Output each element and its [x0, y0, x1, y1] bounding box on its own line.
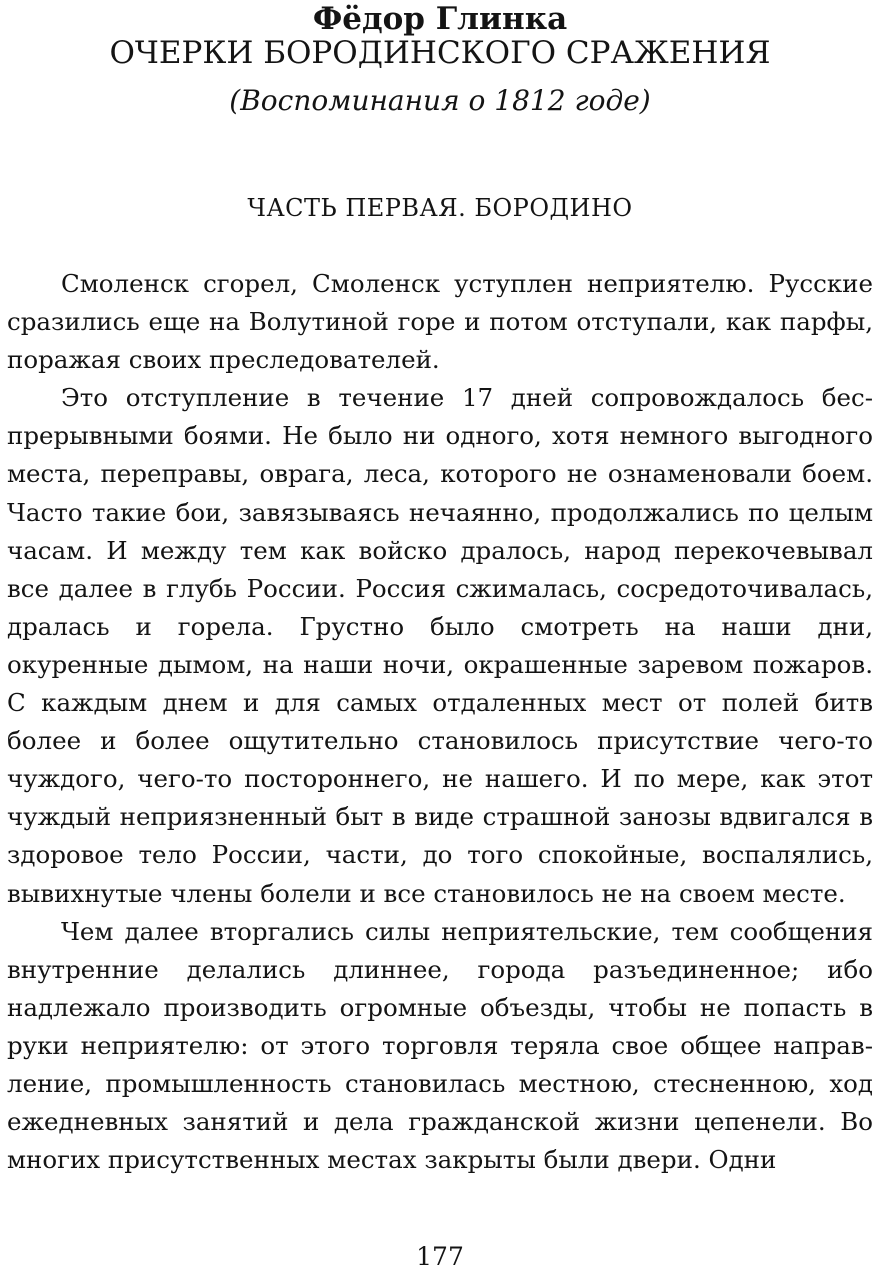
paragraph: Это отступление в течение 17 дней сопровождалось беспрерывными боями. Не было ни одного, хотя немного выгодного места, переправы, оврага, леса, которого не ознаменовали боем. Часто такие бои, завязываясь нечаянно, продолжались по целым часам. И между тем как войско дралось, народ перекочевывал все далее в глубь России. Россия сжималась, сосредоточивалась, дралась и горела. Грустно было смотреть на наши дни, окуренные дымом, на наши ночи, окрашенные заревом пожаров. С каждым днем и для самых отдаленных мест от полей битв более и более ощутительно становилось присутствие чего-то чуждого, чего-то постороннего, не нашего. И по мере, как этот чуждый неприязненный быт в виде страшной занозы вдвигался в здоровое тело России, части, до того спокойные, воспалялись, вывихнутые члены болели и все становилось не на своем месте. — [7, 383, 873, 908]
paragraph: Чем далее вторгались силы неприятельские, тем сообщения внутренние делались длиннее, города разъединенное; ибо надлежало производить огромные объезды, чтобы не попасть в руки неприятелю: от этого торговля теряла свое общее направление, промышленность становилась местною, стесненною, ход ежедневных занятий и дела гражданской жизни цепенели. Во многих присутственных местах закрыты были двери. Одни — [7, 916, 873, 1175]
book-title: ОЧЕРКИ БОРОДИНСКОГО СРАЖЕНИЯ — [109, 35, 771, 71]
book-subtitle: (Воспоминания о 1812 годе) — [229, 84, 651, 117]
body-text — [7, 265, 873, 1179]
part-heading: ЧАСТЬ ПЕРВАЯ. БОРОДИНО — [247, 194, 633, 222]
page-number: 177 — [416, 1242, 464, 1271]
author-name: Фёдор Глинка — [312, 1, 568, 37]
paragraph: Смоленск сгорел, Смоленск уступлен неприятелю. Русские сразились еще на Волутиной горе и потом отступали, как парфы, поражая своих преследователей. — [7, 269, 873, 375]
